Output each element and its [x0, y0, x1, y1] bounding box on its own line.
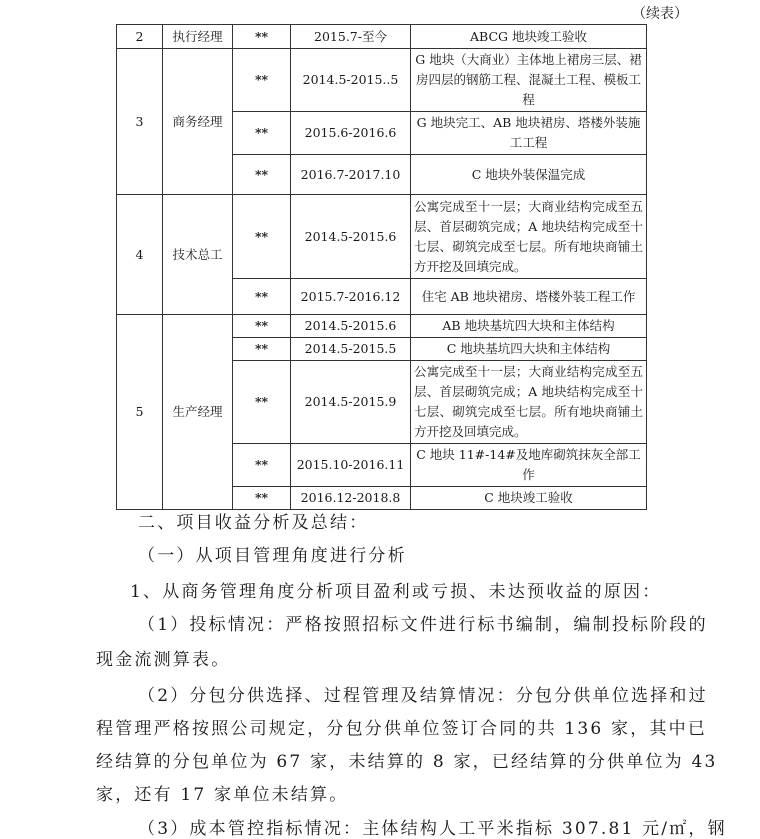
paragraph-line: （1）投标情况：严格按照招标文件进行标书编制，编制投标阶段的 [138, 615, 708, 635]
content-cell: 住宅 AB 地块裙房、塔楼外装工程工作 [411, 279, 647, 315]
period-cell: 2015.7-2016.12 [291, 279, 411, 315]
table-row [117, 49, 647, 112]
content-cell: 公寓完成至十一层；大商业结构完成至五层、首层砌筑完成；A 地块结构完成至十七层、砌筑完成至七层。所有地块商铺土方开挖及回填完成。 [411, 361, 647, 444]
responsibility-table [116, 24, 647, 510]
role-cell: 商务经理 [163, 49, 233, 195]
content-cell: C 地块 11#-14#及地库砌筑抹灰全部工作 [411, 444, 647, 487]
section-heading: 二、项目收益分析及总结： [138, 513, 369, 533]
continued-note: （续表） [632, 6, 688, 22]
paragraph-line: 程管理严格按照公司规定，分包分供单位签订合同的共 136 家，其中已 [96, 719, 708, 739]
period-cell: 2014.5-2015.5 [291, 338, 411, 361]
row-number: 2 [117, 25, 163, 49]
subsection-heading: （一）从项目管理角度进行分析 [138, 546, 407, 566]
row-number: 5 [117, 315, 163, 510]
period-cell: 2016.12-2018.8 [291, 487, 411, 510]
content-cell: ABCG 地块竣工验收 [411, 25, 647, 49]
content-cell: C 地块竣工验收 [411, 487, 647, 510]
table-row [117, 195, 647, 279]
content-cell: AB 地块基坑四大块和主体结构 [411, 315, 647, 338]
person-cell: ** [233, 279, 291, 315]
period-cell: 2015.6-2016.6 [291, 112, 411, 155]
person-cell: ** [233, 361, 291, 444]
period-cell: 2015.10-2016.11 [291, 444, 411, 487]
paragraph-line: 家，还有 17 家单位未结算。 [96, 785, 349, 805]
role-cell: 生产经理 [163, 315, 233, 510]
person-cell: ** [233, 112, 291, 155]
row-number: 4 [117, 195, 163, 315]
paragraph-line: 经结算的分包单位为 67 家，未结算的 8 家，已经结算的分供单位为 43 [96, 752, 718, 772]
person-cell: ** [233, 444, 291, 487]
person-cell: ** [233, 315, 291, 338]
content-cell: G 地块（大商业）主体地上裙房三层、裙房四层的钢筋工程、混凝土工程、模板工程 [411, 49, 647, 112]
content-cell: G 地块完工、AB 地块裙房、塔楼外装施工工程 [411, 112, 647, 155]
period-cell: 2014.5-2015..5 [291, 49, 411, 112]
content-cell: C 地块外装保温完成 [411, 155, 647, 195]
person-cell: ** [233, 338, 291, 361]
period-cell: 2016.7-2017.10 [291, 155, 411, 195]
role-cell: 技术总工 [163, 195, 233, 315]
table-row [117, 315, 647, 338]
paragraph-line: （3）成本管控指标情况：主体结构人工平米指标 307.81 元/㎡，钢 [138, 819, 727, 839]
table-row [117, 25, 647, 49]
person-cell: ** [233, 487, 291, 510]
person-cell: ** [233, 155, 291, 195]
paragraph-line: （2）分包分供选择、过程管理及结算情况：分包分供单位选择和过 [138, 686, 708, 706]
period-cell: 2015.7-至今 [291, 25, 411, 49]
person-cell: ** [233, 25, 291, 49]
row-number: 3 [117, 49, 163, 195]
role-cell: 执行经理 [163, 25, 233, 49]
content-cell: 公寓完成至十一层；大商业结构完成至五层、首层砌筑完成；A 地块结构完成至十七层、砌筑完成至七层。所有地块商铺土方开挖及回填完成。 [411, 195, 647, 279]
paragraph-line: 现金流测算表。 [96, 650, 231, 670]
period-cell: 2014.5-2015.6 [291, 195, 411, 279]
period-cell: 2014.5-2015.9 [291, 361, 411, 444]
item-heading: 1、从商务管理角度分析项目盈利或亏损、未达预收益的原因： [130, 582, 662, 602]
period-cell: 2014.5-2015.6 [291, 315, 411, 338]
content-cell: C 地块基坑四大块和主体结构 [411, 338, 647, 361]
person-cell: ** [233, 195, 291, 279]
person-cell: ** [233, 49, 291, 112]
